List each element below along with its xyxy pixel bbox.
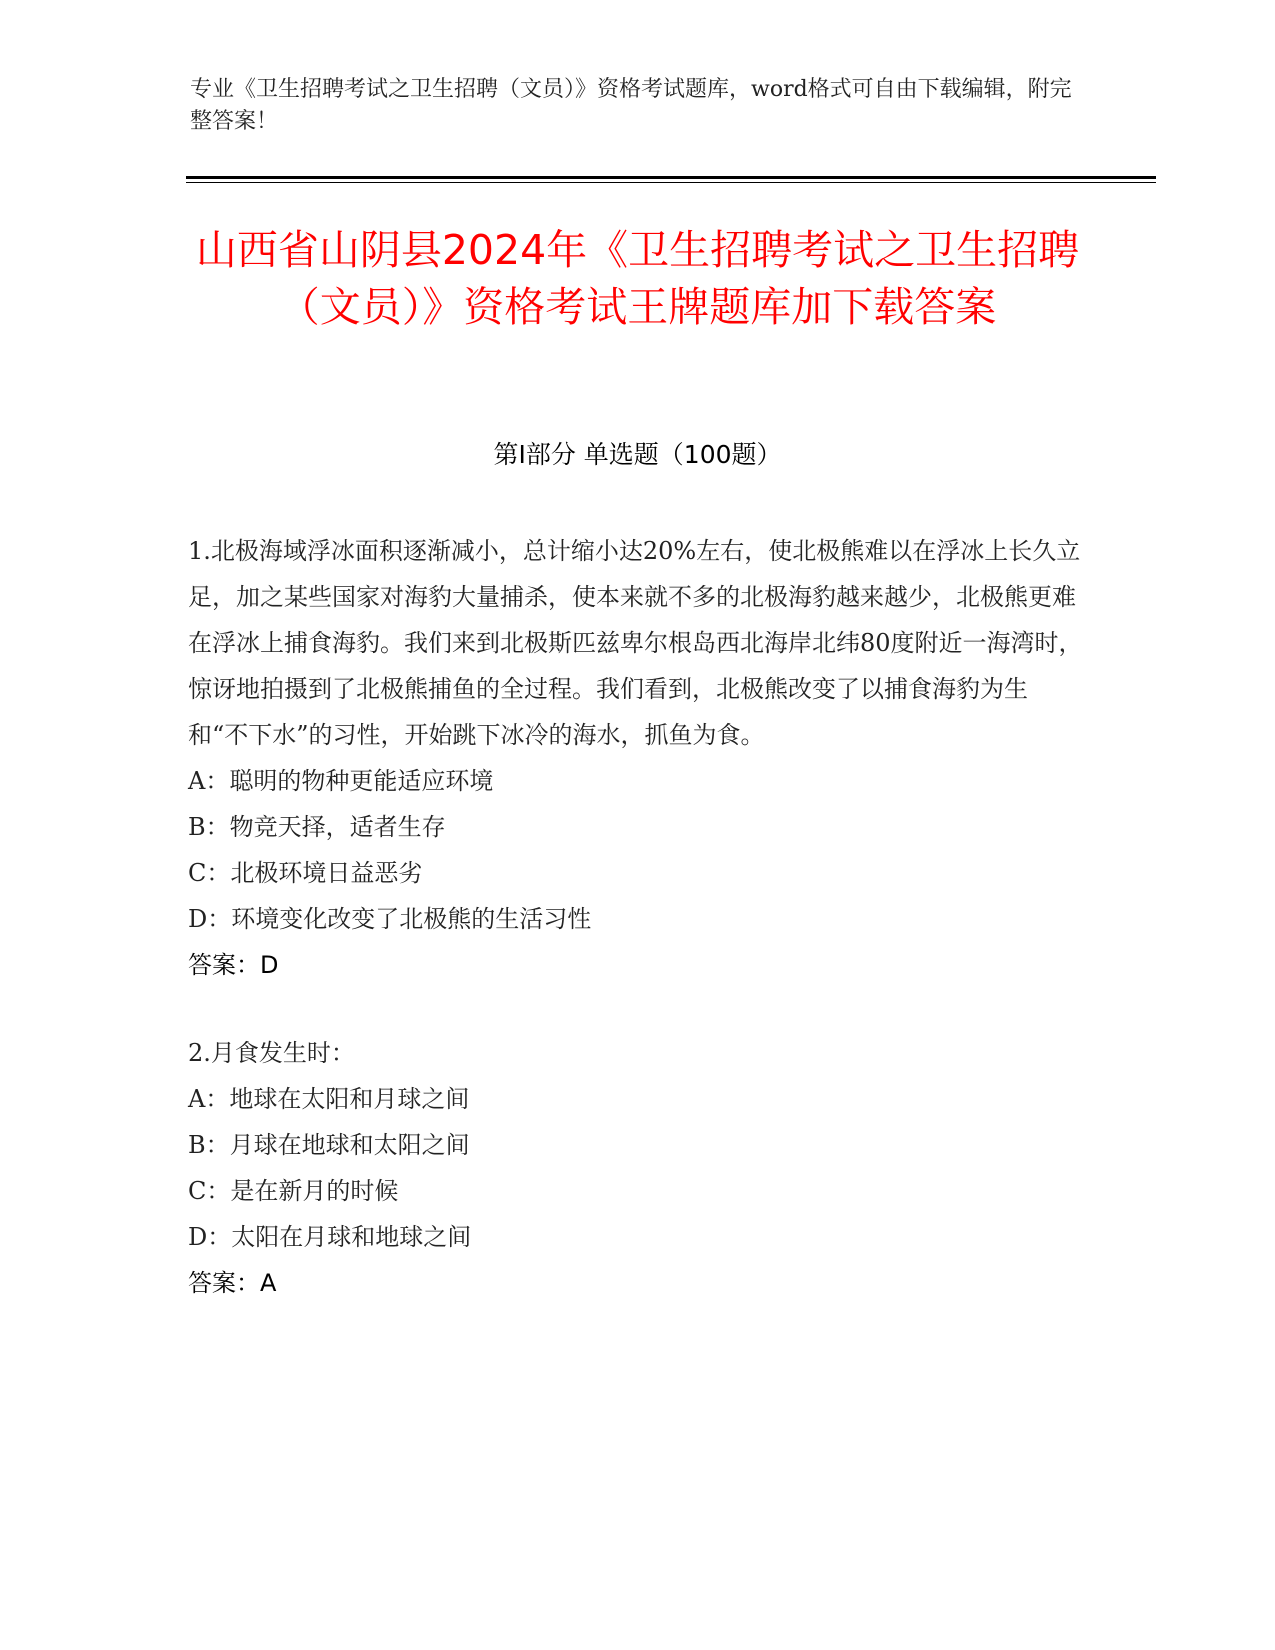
- header-rule-thick: [186, 176, 1156, 179]
- header-rule-thin: [186, 182, 1156, 183]
- option-b: B：月球在地球和太阳之间: [188, 1131, 470, 1159]
- question-stem: 2.月食发生时：: [188, 1039, 355, 1067]
- option-c: C：北极环境日益恶劣: [188, 859, 423, 887]
- option-a: A：聪明的物种更能适应环境: [188, 767, 494, 795]
- answer: 答案：D: [188, 951, 279, 979]
- question-1: [188, 528, 1088, 988]
- option-b: B：物竞天择，适者生存: [188, 813, 446, 841]
- option-a: A：地球在太阳和月球之间: [188, 1085, 470, 1113]
- question-list: [188, 528, 1088, 1348]
- option-d: D：太阳在月球和地球之间: [188, 1223, 472, 1251]
- question-2: [188, 1030, 1088, 1306]
- document-title: 山西省山阴县2024年《卫生招聘考试之卫生招聘（文员）》资格考试王牌题库加下载答案: [195, 226, 1080, 331]
- section-title: 第I部分 单选题（100题）: [493, 440, 782, 469]
- header-note: 专业《卫生招聘考试之卫生招聘（文员）》资格考试题库，word格式可自由下载编辑，附完整答案！: [190, 77, 1072, 134]
- answer: 答案：A: [188, 1269, 277, 1297]
- option-c: C：是在新月的时候: [188, 1177, 399, 1205]
- question-stem: 1.北极海域浮冰面积逐渐减小，总计缩小达20%左右，使北极熊难以在浮冰上长久立足，加之某些国家对海豹大量捕杀，使本来就不多的北极海豹越来越少，北极熊更难在浮冰上捕食海豹。我们来到北极斯匹兹卑尔根岛西北海岸北纬80度附近一海湾时，惊讶地拍摄到了北极熊捕鱼的全过程。我们看到，北极熊改变了以捕食海豹为生和“不下水”的习性，开始跳下冰冷的海水，抓鱼为食。: [188, 537, 1083, 749]
- option-d: D：环境变化改变了北极熊的生活习性: [188, 905, 592, 933]
